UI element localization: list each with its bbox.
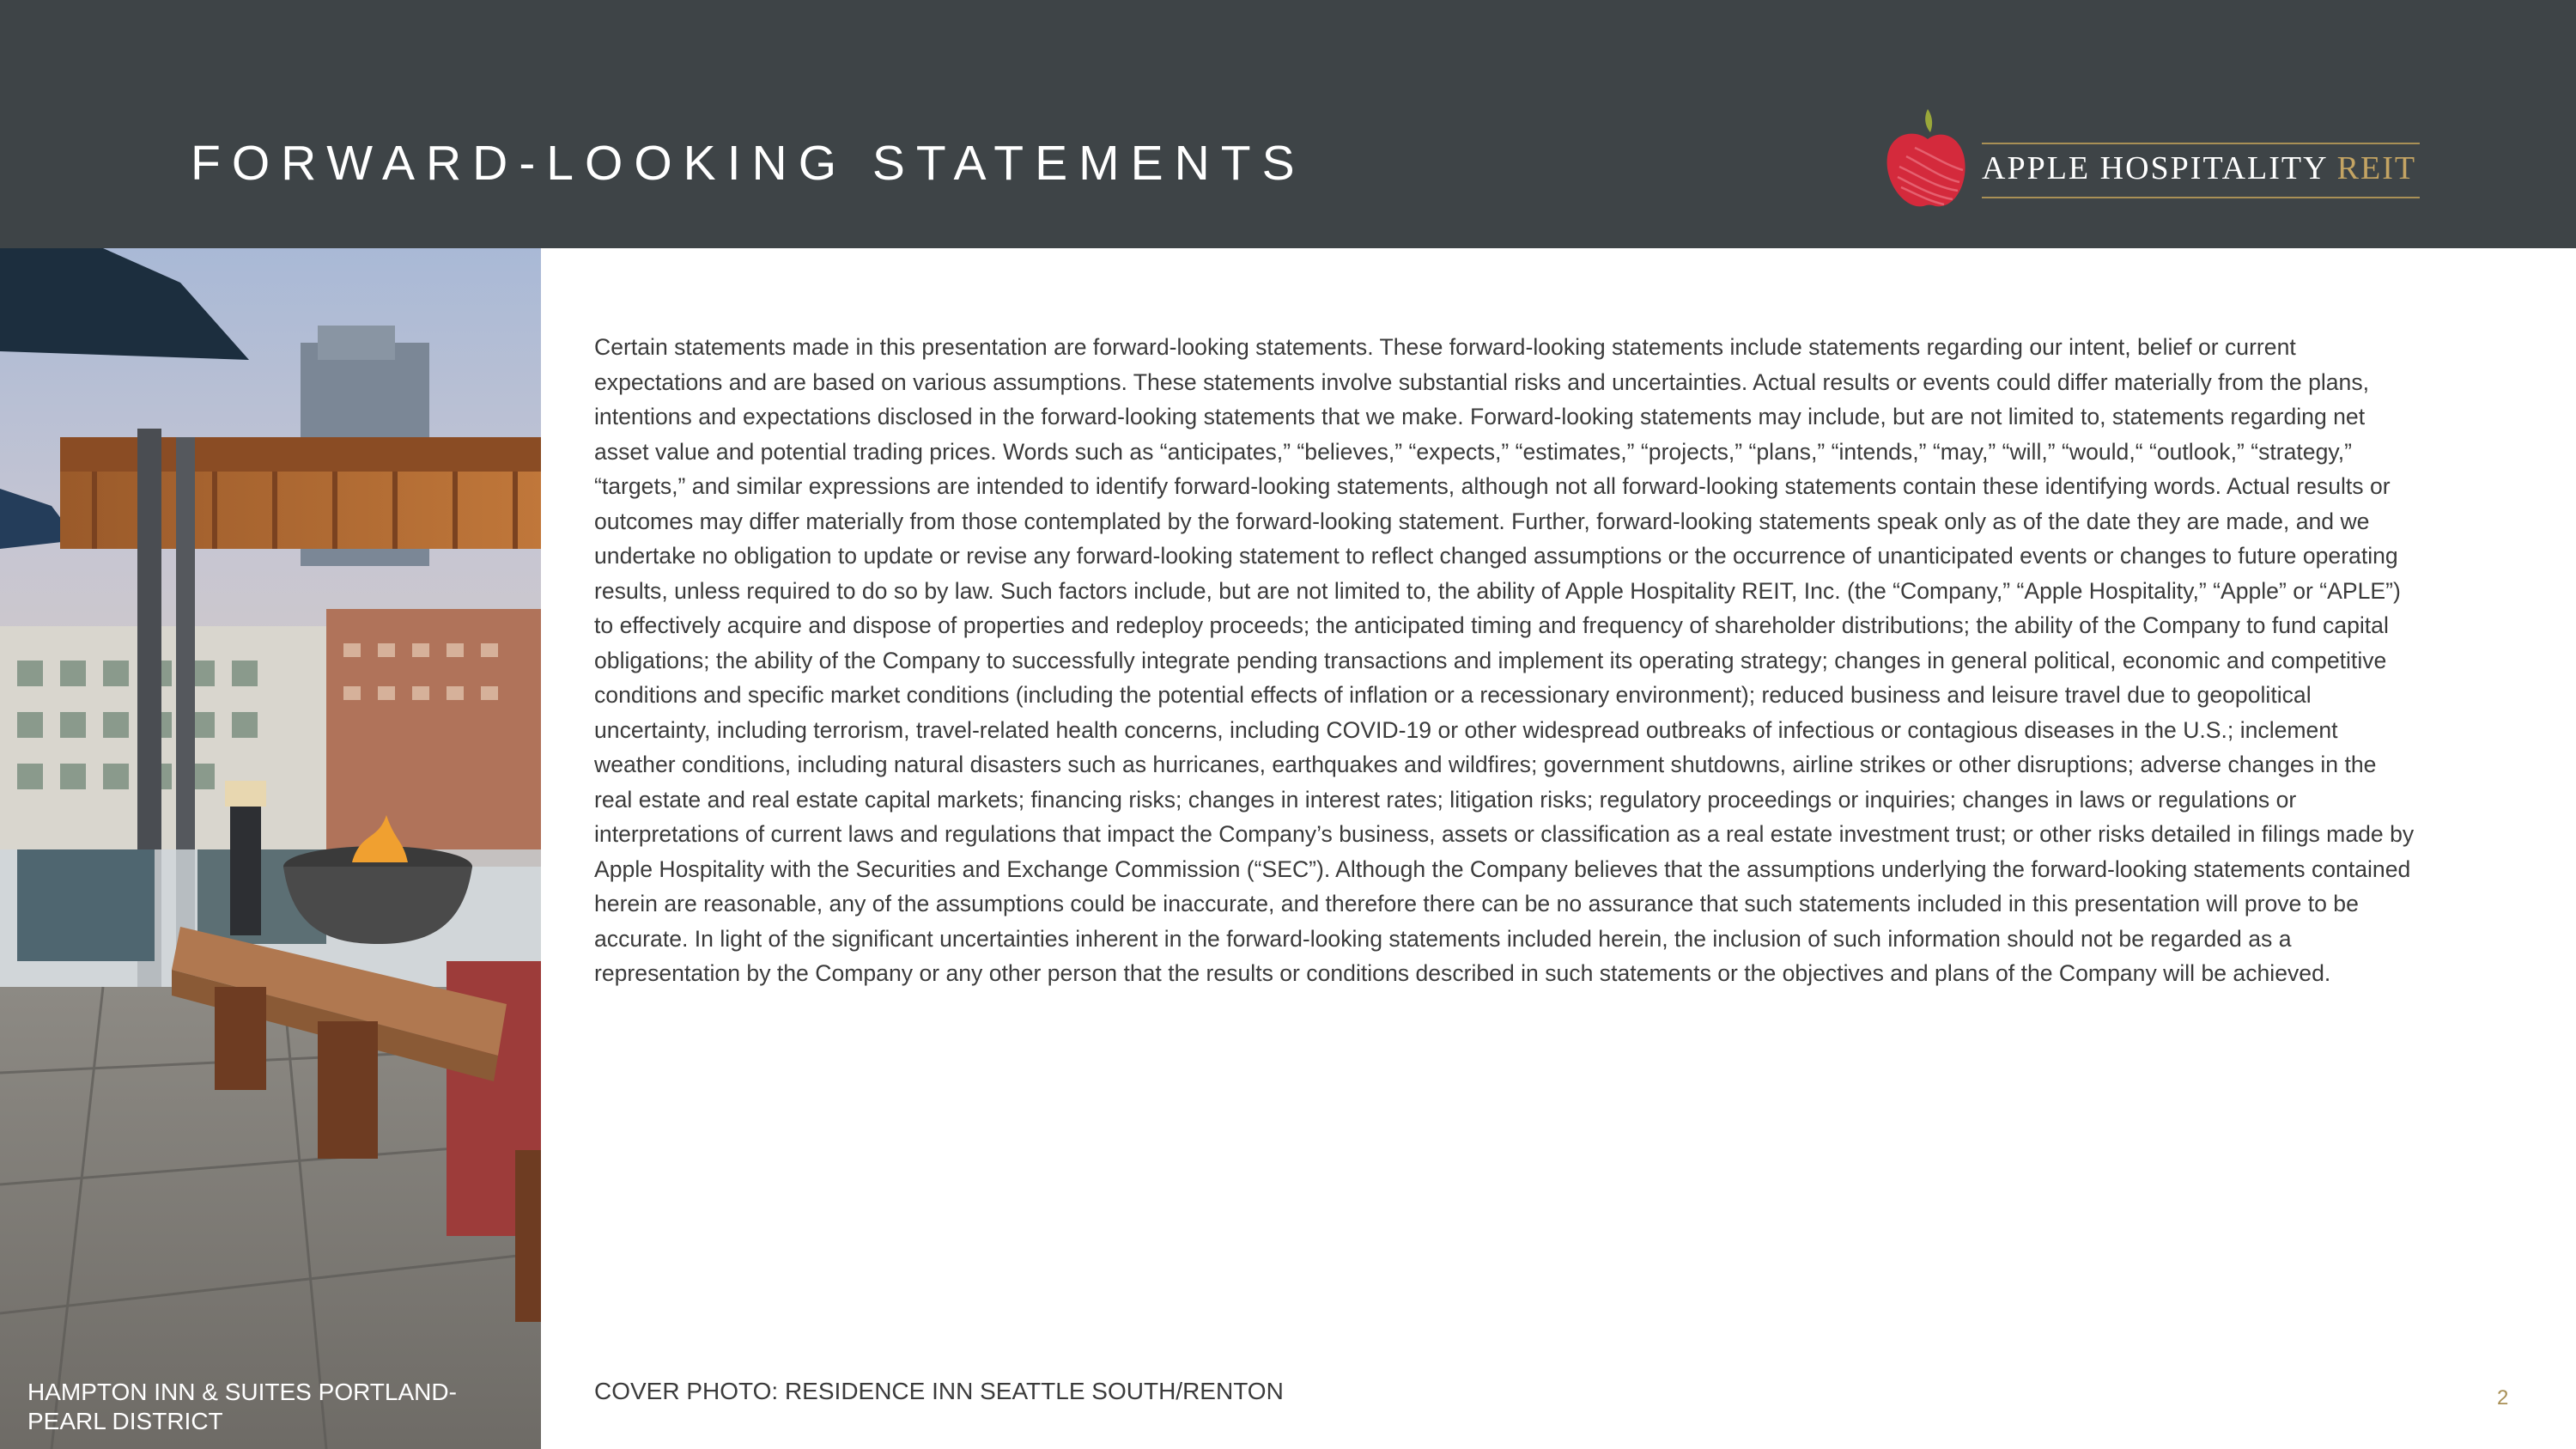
apple-logo-icon: [1880, 105, 1975, 216]
hotel-photo: [0, 248, 541, 1449]
logo-rule-bottom: [1982, 197, 2420, 198]
disclaimer-paragraph: Certain statements made in this presentation are forward-looking statements. These forward-looking statements include statements regarding our intent, belief or current expectations and are based on various assumptions. These statements involve substantial risks and uncertainties. Actual results or events could differ materially from the plans, intentions and expectations disclosed in the forward-looking statements that we make. Forward-looking statements may include, but are not limited to, statements regarding net asset value and potential trading prices. Words such as “anticipates,” “believes,” “expects,” “estimates,” “projects,” “plans,” “intends,” “may,” “will,” “would,“ “outlook,” “strategy,” “targets,” and similar expressions are intended to identify forward-looking statements, although not all forward-looking statements contain these identifying words. Actual results or outcomes may differ materially from those contemplated by the forward-looking statement. Further, forward-looking statements speak only as of the date they are made, and we undertake no obligation to update or revise any forward-looking statement to reflect changed assumptions or the occurrence of unanticipated events or changes to future operating results, unless required to do so by law. Such factors include, but are not limited to, the ability of Apple Hospitality REIT, Inc. (the “Company,” “Apple Hospitality,” “Apple” or “APLE”) to effectively acquire and dispose of properties and redeploy proceeds; the anticipated timing and frequency of shareholder distributions; the ability of the Company to fund capital obligations; the ability of the Company to successfully integrate pending transactions and implement its operating strategy; changes in general political, economic and competitive conditions and specific market conditions (including the potential effects of inflation or a recessionary environment); reduced business and leisure travel due to geopolitical uncertainty, including terrorism, travel-related health concerns, including COVID-19 or other widespread outbreaks of infectious or contagious diseases in the U.S.; inclement weather conditions, including natural disasters such as hurricanes, earthquakes and wildfires; government shutdowns, airline strikes or other disruptions; adverse changes in the real estate and real estate capital markets; financing risks; changes in interest rates; litigation risks; regulatory proceedings or inquiries; changes in laws or regulations or interpretations of current laws and regulations that impact the Company’s business, assets or classification as a real estate investment trust; or other risks detailed in filings made by Apple Hospitality with the Securities and Exchange Commission (“SEC”). Although the Company believes that the assumptions underlying the forward-looking statements contained herein are reasonable, any of the assumptions could be inaccurate, and therefore there can be no assurance that such statements included in this presentation will prove to be accurate. In light of the significant uncertainties inherent in the forward-looking statements included herein, the inclusion of such information should not be regarded as a representation by the Company or any other person that the results or conditions described in such statements or the objectives and plans of the Company will be achieved.: [594, 334, 2415, 986]
logo-wordmark: APPLE HOSPITALITY REIT: [1982, 150, 2417, 186]
photo-caption: HAMPTON INN & SUITES PORTLAND-PEARL DISTRICT: [27, 1379, 457, 1434]
cover-photo-caption: COVER PHOTO: RESIDENCE INN SEATTLE SOUTH/RENTON: [594, 1378, 1284, 1404]
rooftop-terrace-image: [0, 248, 541, 1449]
page-number: 2: [2497, 1386, 2509, 1409]
page-title: FORWARD-LOOKING STATEMENTS: [191, 136, 1306, 191]
company-logo: [1880, 105, 2430, 216]
logo-rule-top: [1982, 143, 2420, 144]
header-bar: [0, 0, 2576, 248]
